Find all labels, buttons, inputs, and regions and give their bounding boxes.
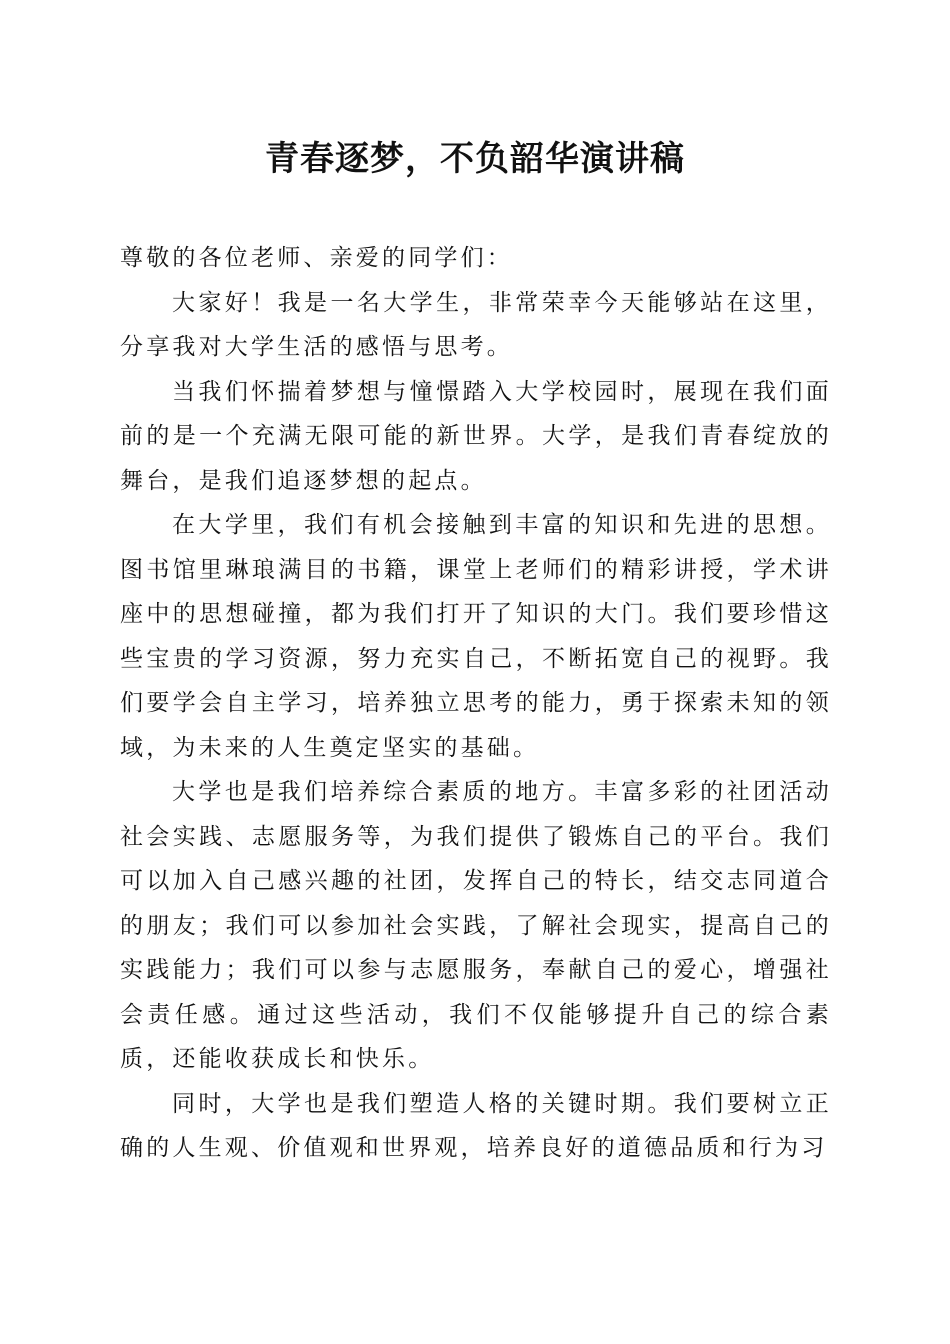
salutation: 尊敬的各位老师、亲爱的同学们： bbox=[120, 245, 513, 271]
paragraph-greeting: 大家好！我是一名大学生，非常荣幸今天能够站在这里，分享我对大学生活的感悟与思考。 bbox=[120, 289, 832, 360]
paragraph-character: 同时，大学也是我们塑造人格的关键时期。我们要树立正确的人生观、价值观和世界观，培养良好的道德品质和行为习 bbox=[120, 1090, 832, 1161]
document-title: 青春逐梦，不负韶华演讲稿 bbox=[265, 139, 685, 179]
document-body bbox=[120, 236, 832, 1171]
paragraph-quality: 大学也是我们培养综合素质的地方。丰富多彩的社团活动社会实践、志愿服务等，为我们提供了锻炼自己的平台。我们可以加入自己感兴趣的社团，发挥自己的特长，结交志同道合的朋友；我们可以参加社会实践，了解社会现实，提高自己的实践能力；我们可以参与志愿服务，奉献自己的爱心，增强社会责任感。通过这些活动，我们不仅能够提升自己的综合素质，还能收获成长和快乐。 bbox=[120, 779, 832, 1072]
paragraph-knowledge: 在大学里，我们有机会接触到丰富的知识和先进的思想。图书馆里琳琅满目的书籍，课堂上老师们的精彩讲授，学术讲座中的思想碰撞，都为我们打开了知识的大门。我们要珍惜这些宝贵的学习资源，努力充实自己，不断拓宽自己的视野。我们要学会自主学习，培养独立思考的能力，勇于探索未知的领域，为未来的人生奠定坚实的基础。 bbox=[120, 512, 832, 761]
paragraph-campus: 当我们怀揣着梦想与憧憬踏入大学校园时，展现在我们面前的是一个充满无限可能的新世界。大学，是我们青春绽放的舞台，是我们追逐梦想的起点。 bbox=[120, 378, 832, 494]
